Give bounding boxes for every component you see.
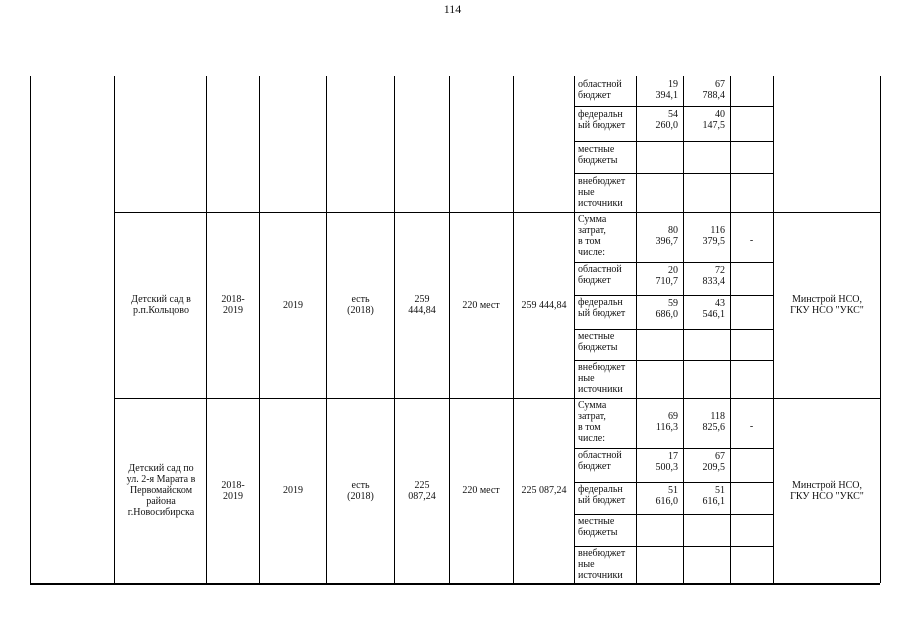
budget-value-2019-line: 51 xyxy=(715,485,725,496)
object-name-line: Детский сад по xyxy=(128,463,194,474)
budget-label-line: областной xyxy=(578,264,622,275)
capacity: 220 мест xyxy=(462,485,500,496)
construction-period-line: 2018- xyxy=(221,480,245,491)
column-border xyxy=(114,76,115,583)
budget-subrow-separator xyxy=(574,262,773,263)
budget-label-line: Сумма xyxy=(578,214,607,225)
column-border xyxy=(30,76,31,583)
table-bottom-border-2 xyxy=(30,584,880,585)
budget-value-2018-line: 116,3 xyxy=(655,422,678,433)
budget-label xyxy=(578,264,636,286)
estimated-cost-line: 444,84 xyxy=(408,305,436,316)
budget-value-2018-line: 59 xyxy=(668,298,678,309)
budget-label xyxy=(578,362,636,395)
page-number: 114 xyxy=(443,2,462,16)
budget-label-line: ные xyxy=(578,373,595,384)
design-documentation-line: (2018) xyxy=(347,305,374,316)
column-border xyxy=(259,76,260,583)
budget-value-2018-line: 686,0 xyxy=(655,309,678,320)
budget-label xyxy=(578,109,636,131)
budget-label-line: бюджеты xyxy=(578,527,618,538)
executor-line: ГКУ НСО "УКС" xyxy=(790,491,864,502)
budget-value-2019-line: 118 xyxy=(710,411,725,422)
budget-value-2018 xyxy=(636,298,678,320)
budget-value-2019 xyxy=(683,79,725,101)
budget-value-2018 xyxy=(636,411,678,433)
executor-line: ГКУ НСО "УКС" xyxy=(790,305,864,316)
budget-value-2019-line: 40 xyxy=(715,109,725,120)
budget-label xyxy=(578,144,636,166)
dash-mark: - xyxy=(749,235,754,246)
object-name-line: р.п.Кольцово xyxy=(133,305,189,316)
budget-label-line: бюджеты xyxy=(578,155,618,166)
budget-value-2019-line: 825,6 xyxy=(702,422,725,433)
budget-value-2018-line: 80 xyxy=(668,225,678,236)
budget-label-line: местные xyxy=(578,331,615,342)
budget-label-line: числе: xyxy=(578,247,606,258)
budget-label-line: областной xyxy=(578,79,622,90)
budget-label-line: федеральн xyxy=(578,484,623,495)
budget-label xyxy=(578,297,636,319)
object-name-line: Детский сад в xyxy=(131,294,191,305)
budget-label-line: бюджет xyxy=(578,275,611,286)
budget-subrow-separator xyxy=(574,546,773,547)
dash-mark: - xyxy=(749,421,754,432)
budget-value-2018 xyxy=(636,451,678,473)
construction-period-line: 2019 xyxy=(223,491,243,502)
budget-value-2019-line: 546,1 xyxy=(702,309,725,320)
budget-subrow-separator xyxy=(574,173,773,174)
budget-subrow-separator xyxy=(574,360,773,361)
budget-label-line: затрат, xyxy=(578,225,606,236)
budget-label xyxy=(578,176,636,209)
budget-label-line: затрат, xyxy=(578,411,606,422)
object-name-line: ул. 2-я Марата в xyxy=(126,474,196,485)
budget-label-line: бюджеты xyxy=(578,342,618,353)
budget-subrow-separator xyxy=(574,482,773,483)
column-border xyxy=(513,76,514,583)
budget-label xyxy=(578,331,636,353)
budget-value-2018-line: 710,7 xyxy=(655,276,678,287)
budget-label-line: ные xyxy=(578,187,595,198)
budget-label-line: федеральн xyxy=(578,297,623,308)
budget-value-2018 xyxy=(636,485,678,507)
budget-value-2019-line: 379,5 xyxy=(702,236,725,247)
budget-value-2018-line: 20 xyxy=(668,265,678,276)
budget-label xyxy=(578,484,636,506)
object-name-line: района xyxy=(146,496,176,507)
commissioning-year: 2019 xyxy=(283,485,303,496)
object-name xyxy=(116,463,206,518)
design-documentation xyxy=(328,294,393,316)
budget-label-line: в том xyxy=(578,422,601,433)
column-border xyxy=(326,76,327,583)
budget-label-line: внебюджет xyxy=(578,362,626,373)
budget-value-2019-line: 833,4 xyxy=(702,276,725,287)
budget-value-2018 xyxy=(636,265,678,287)
budget-value-2019-line: 72 xyxy=(715,265,725,276)
budget-value-2018-line: 69 xyxy=(668,411,678,422)
budget-value-2019-line: 209,5 xyxy=(702,462,725,473)
estimated-cost xyxy=(396,480,448,502)
budget-label-line: областной xyxy=(578,450,622,461)
remaining-cost: 259 444,84 xyxy=(521,300,567,311)
executor-line: Минстрой НСО, xyxy=(792,480,862,491)
budget-value-2019-line: 788,4 xyxy=(702,90,725,101)
budget-value-2019-line: 116 xyxy=(710,225,725,236)
executor xyxy=(775,480,879,502)
budget-subrow-separator xyxy=(574,106,773,107)
budget-label-line: внебюджет xyxy=(578,176,626,187)
budget-value-2019 xyxy=(683,225,725,247)
column-border xyxy=(206,76,207,583)
budget-value-2019 xyxy=(683,265,725,287)
budget-subrow-separator xyxy=(574,514,773,515)
budget-value-2018-line: 51 xyxy=(668,485,678,496)
budget-label xyxy=(578,548,636,581)
estimated-cost-line: 087,24 xyxy=(408,491,436,502)
executor-line: Минстрой НСО, xyxy=(792,294,862,305)
budget-label-line: местные xyxy=(578,516,615,527)
budget-value-2019 xyxy=(683,451,725,473)
row-separator xyxy=(114,212,880,213)
budget-label-line: бюджет xyxy=(578,461,611,472)
construction-period-line: 2018- xyxy=(221,294,245,305)
budget-value-2018-line: 394,1 xyxy=(655,90,678,101)
construction-period xyxy=(208,294,258,316)
design-documentation xyxy=(328,480,393,502)
commissioning-year: 2019 xyxy=(283,300,303,311)
column-border xyxy=(449,76,450,583)
executor xyxy=(775,294,879,316)
object-name-line: г.Новосибирска xyxy=(127,507,195,518)
budget-value-2018 xyxy=(636,79,678,101)
column-border xyxy=(880,76,881,583)
budget-subrow-separator xyxy=(574,141,773,142)
budget-value-2018-line: 54 xyxy=(668,109,678,120)
budget-value-2019-line: 67 xyxy=(715,79,725,90)
budget-label-line: источники xyxy=(578,570,623,581)
budget-value-2019-line: 147,5 xyxy=(702,120,725,131)
budget-label-line: источники xyxy=(578,384,623,395)
design-documentation-line: есть xyxy=(351,480,370,491)
budget-value-2019-line: 616,1 xyxy=(702,496,725,507)
budget-label xyxy=(578,79,636,101)
budget-label-line: числе: xyxy=(578,433,606,444)
budget-value-2019 xyxy=(683,109,725,131)
budget-value-2019 xyxy=(683,411,725,433)
budget-label-line: Сумма xyxy=(578,400,607,411)
budget-value-2018-line: 260,0 xyxy=(655,120,678,131)
budget-value-2018 xyxy=(636,225,678,247)
budget-label xyxy=(578,516,636,538)
estimated-cost xyxy=(396,294,448,316)
column-border xyxy=(773,76,774,583)
budget-label-line: ый бюджет xyxy=(578,120,626,131)
estimated-cost-line: 259 xyxy=(414,294,430,305)
object-name-line: Первомайском xyxy=(129,485,193,496)
budget-value-2019-line: 67 xyxy=(715,451,725,462)
remaining-cost: 225 087,24 xyxy=(521,485,567,496)
design-documentation-line: (2018) xyxy=(347,491,374,502)
column-border xyxy=(394,76,395,583)
budget-value-2019-line: 43 xyxy=(715,298,725,309)
budget-value-2018-line: 500,3 xyxy=(655,462,678,473)
budget-label-line: федеральн xyxy=(578,109,623,120)
budget-value-2018-line: 616,0 xyxy=(655,496,678,507)
budget-subrow-separator xyxy=(574,448,773,449)
budget-value-2018 xyxy=(636,109,678,131)
budget-label-line: ый бюджет xyxy=(578,308,626,319)
estimated-cost-line: 225 xyxy=(414,480,430,491)
budget-label-line: бюджет xyxy=(578,90,611,101)
budget-label-line: ные xyxy=(578,559,595,570)
budget-value-2019 xyxy=(683,298,725,320)
capacity: 220 мест xyxy=(462,300,500,311)
budget-label xyxy=(578,400,636,444)
budget-label xyxy=(578,450,636,472)
budget-label xyxy=(578,214,636,258)
budget-label-line: внебюджет xyxy=(578,548,626,559)
budget-value-2018-line: 17 xyxy=(668,451,678,462)
budget-label-line: ый бюджет xyxy=(578,495,626,506)
budget-label-line: местные xyxy=(578,144,615,155)
budget-value-2019 xyxy=(683,485,725,507)
construction-period xyxy=(208,480,258,502)
design-documentation-line: есть xyxy=(351,294,370,305)
budget-label-line: в том xyxy=(578,236,601,247)
budget-value-2018-line: 19 xyxy=(668,79,678,90)
budget-value-2018-line: 396,7 xyxy=(655,236,678,247)
budget-label-line: источники xyxy=(578,198,623,209)
row-separator xyxy=(114,398,880,399)
budget-subrow-separator xyxy=(574,329,773,330)
budget-subrow-separator xyxy=(574,295,773,296)
construction-period-line: 2019 xyxy=(223,305,243,316)
object-name xyxy=(116,294,206,316)
